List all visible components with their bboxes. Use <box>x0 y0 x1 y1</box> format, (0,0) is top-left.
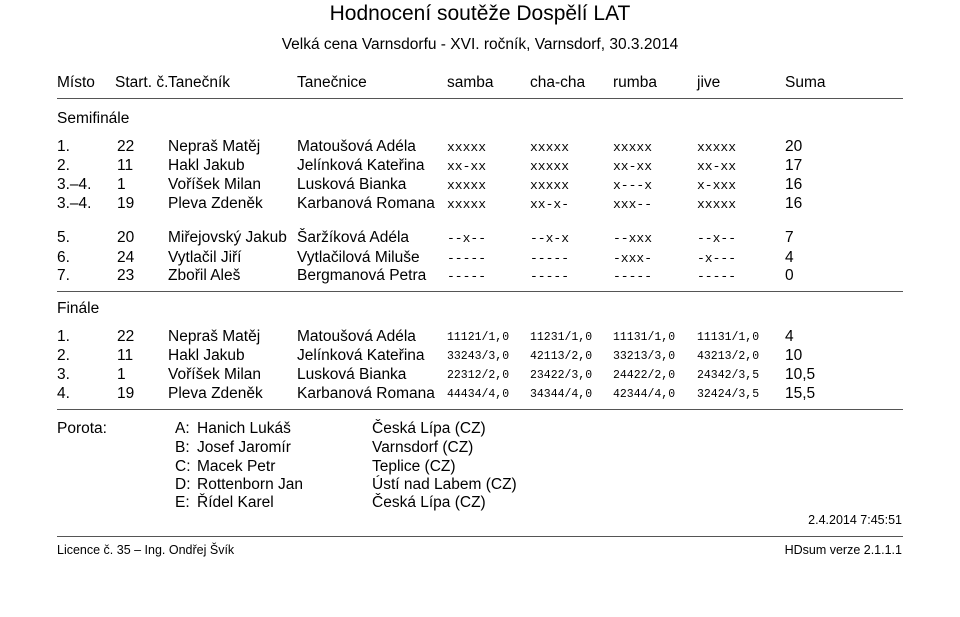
cell-place: 7. <box>57 267 70 284</box>
cell-jive: 11131/1,0 <box>697 331 760 344</box>
cell-rumba: 33213/3,0 <box>613 350 676 363</box>
divider <box>57 291 903 292</box>
cell-start: 11 <box>117 157 134 174</box>
cell-man: Vytlačil Jiří <box>168 249 242 266</box>
cell-chacha: xx-x- <box>530 197 570 212</box>
cell-samba: xxxxx <box>447 140 487 155</box>
cell-samba: ----- <box>447 269 487 284</box>
cell-woman: Karbanová Romana <box>297 195 435 212</box>
cell-samba: 22312/2,0 <box>447 369 510 382</box>
cell-start: 1 <box>117 176 126 193</box>
cell-start: 19 <box>117 385 135 402</box>
cell-rumba: 11131/1,0 <box>613 331 676 344</box>
cell-place: 4. <box>57 385 70 402</box>
cell-start: 22 <box>117 138 135 155</box>
cell-jive: --x-- <box>697 231 737 246</box>
cell-rumba: xx-xx <box>613 159 653 174</box>
cell-samba: xx-xx <box>447 159 487 174</box>
final-label: Finále <box>57 300 100 317</box>
cell-jive: xxxxx <box>697 197 737 212</box>
header-chacha: cha-cha <box>530 74 586 91</box>
cell-rumba: 42344/4,0 <box>613 388 676 401</box>
cell-woman: Vytlačilová Miluše <box>297 249 420 266</box>
header-tanecnice: Tanečnice <box>297 74 367 91</box>
cell-woman: Jelínková Kateřina <box>297 157 425 174</box>
cell-jive: xx-xx <box>697 159 737 174</box>
cell-samba: xxxxx <box>447 178 487 193</box>
header-tanecnik: Tanečník <box>168 74 231 91</box>
header-misto: Místo <box>57 74 95 91</box>
cell-sum: 4 <box>785 328 794 345</box>
cell-rumba: ----- <box>613 269 653 284</box>
cell-woman: Šaržíková Adéla <box>297 229 410 246</box>
judge-id: A: <box>175 420 190 437</box>
footer-divider <box>57 536 903 537</box>
cell-man: Nepraš Matěj <box>168 328 261 345</box>
judge-id: E: <box>175 494 190 511</box>
cell-rumba: xxxxx <box>613 140 653 155</box>
cell-start: 19 <box>117 195 135 212</box>
divider <box>57 409 903 410</box>
cell-rumba: -xxx- <box>613 251 653 266</box>
cell-samba: ----- <box>447 251 487 266</box>
cell-chacha: xxxxx <box>530 178 570 193</box>
cell-chacha: xxxxx <box>530 159 570 174</box>
judge-name: Macek Petr <box>197 458 276 475</box>
cell-woman: Lusková Bianka <box>297 176 407 193</box>
judge-name: Rottenborn Jan <box>197 476 303 493</box>
cell-chacha: xxxxx <box>530 140 570 155</box>
cell-man: Pleva Zdeněk <box>168 195 263 212</box>
cell-samba: --x-- <box>447 231 487 246</box>
cell-chacha: 34344/4,0 <box>530 388 593 401</box>
cell-man: Hakl Jakub <box>168 347 245 364</box>
cell-chacha: ----- <box>530 269 570 284</box>
divider <box>57 98 903 99</box>
cell-rumba: 24422/2,0 <box>613 369 676 382</box>
license-text: Licence č. 35 – Ing. Ondřej Švík <box>57 543 235 557</box>
cell-chacha: 42113/2,0 <box>530 350 593 363</box>
cell-start: 23 <box>117 267 135 284</box>
cell-man: Zbořil Aleš <box>168 267 241 284</box>
cell-woman: Matoušová Adéla <box>297 328 416 345</box>
cell-sum: 0 <box>785 267 794 284</box>
cell-sum: 7 <box>785 229 794 246</box>
cell-samba: 44434/4,0 <box>447 388 510 401</box>
cell-jive: 43213/2,0 <box>697 350 760 363</box>
judge-name: Řídel Karel <box>197 494 274 511</box>
cell-man: Pleva Zdeněk <box>168 385 263 402</box>
cell-place: 3.–4. <box>57 195 92 212</box>
cell-jive: x-xxx <box>697 178 737 193</box>
cell-start: 11 <box>117 347 134 364</box>
cell-sum: 10,5 <box>785 366 816 383</box>
judge-city: Ústí nad Labem (CZ) <box>372 476 517 493</box>
cell-jive: 24342/3,5 <box>697 369 760 382</box>
porota-label: Porota: <box>57 420 107 437</box>
cell-place: 3.–4. <box>57 176 92 193</box>
cell-samba: 33243/3,0 <box>447 350 510 363</box>
cell-start: 1 <box>117 366 126 383</box>
cell-place: 5. <box>57 229 70 246</box>
judge-city: Česká Lípa (CZ) <box>372 494 486 511</box>
cell-rumba: x---x <box>613 178 653 193</box>
cell-sum: 4 <box>785 249 794 266</box>
cell-place: 6. <box>57 249 70 266</box>
cell-sum: 15,5 <box>785 385 816 402</box>
cell-sum: 20 <box>785 138 803 155</box>
cell-chacha: 11231/1,0 <box>530 331 593 344</box>
cell-sum: 17 <box>785 157 803 174</box>
cell-woman: Jelínková Kateřina <box>297 347 425 364</box>
cell-start: 20 <box>117 229 135 246</box>
cell-start: 22 <box>117 328 135 345</box>
cell-man: Miřejovský Jakub <box>168 229 287 246</box>
cell-place: 2. <box>57 347 70 364</box>
cell-man: Voříšek Milan <box>168 176 262 193</box>
cell-sum: 10 <box>785 347 803 364</box>
timestamp: 2.4.2014 7:45:51 <box>808 513 902 527</box>
judge-city: Varnsdorf (CZ) <box>372 439 474 456</box>
header-jive: jive <box>697 74 721 91</box>
version-text: HDsum verze 2.1.1.1 <box>784 543 902 557</box>
judge-city: Česká Lípa (CZ) <box>372 420 486 437</box>
cell-rumba: xxx-- <box>613 197 653 212</box>
cell-jive: -x--- <box>697 251 737 266</box>
cell-place: 3. <box>57 366 70 383</box>
cell-jive: ----- <box>697 269 737 284</box>
cell-sum: 16 <box>785 176 803 193</box>
cell-samba: 11121/1,0 <box>447 331 510 344</box>
header-start: Start. č. <box>115 74 169 91</box>
cell-woman: Matoušová Adéla <box>297 138 416 155</box>
judge-id: C: <box>175 458 191 475</box>
cell-start: 24 <box>117 249 135 266</box>
cell-sum: 16 <box>785 195 803 212</box>
header-samba: samba <box>447 74 494 91</box>
cell-man: Voříšek Milan <box>168 366 262 383</box>
semifinal-label: Semifinále <box>57 110 130 127</box>
cell-rumba: --xxx <box>613 231 653 246</box>
cell-woman: Lusková Bianka <box>297 366 407 383</box>
header-suma: Suma <box>785 74 826 91</box>
judge-name: Hanich Lukáš <box>197 420 291 437</box>
cell-jive: 32424/3,5 <box>697 388 760 401</box>
cell-man: Nepraš Matěj <box>168 138 261 155</box>
page-subtitle: Velká cena Varnsdorfu - XVI. ročník, Varnsdorf, 30.3.2014 <box>281 36 679 53</box>
cell-place: 2. <box>57 157 70 174</box>
cell-place: 1. <box>57 138 70 155</box>
cell-woman: Bergmanová Petra <box>297 267 427 284</box>
cell-woman: Karbanová Romana <box>297 385 435 402</box>
judge-id: B: <box>175 439 190 456</box>
cell-man: Hakl Jakub <box>168 157 245 174</box>
cell-chacha: ----- <box>530 251 570 266</box>
judge-city: Teplice (CZ) <box>372 458 456 475</box>
cell-chacha: 23422/3,0 <box>530 369 593 382</box>
judge-name: Josef Jaromír <box>197 439 291 456</box>
page-title: Hodnocení soutěže Dospělí LAT <box>329 2 631 25</box>
cell-jive: xxxxx <box>697 140 737 155</box>
cell-place: 1. <box>57 328 70 345</box>
header-rumba: rumba <box>613 74 657 91</box>
cell-chacha: --x-x <box>530 231 570 246</box>
judge-id: D: <box>175 476 191 493</box>
cell-samba: xxxxx <box>447 197 487 212</box>
